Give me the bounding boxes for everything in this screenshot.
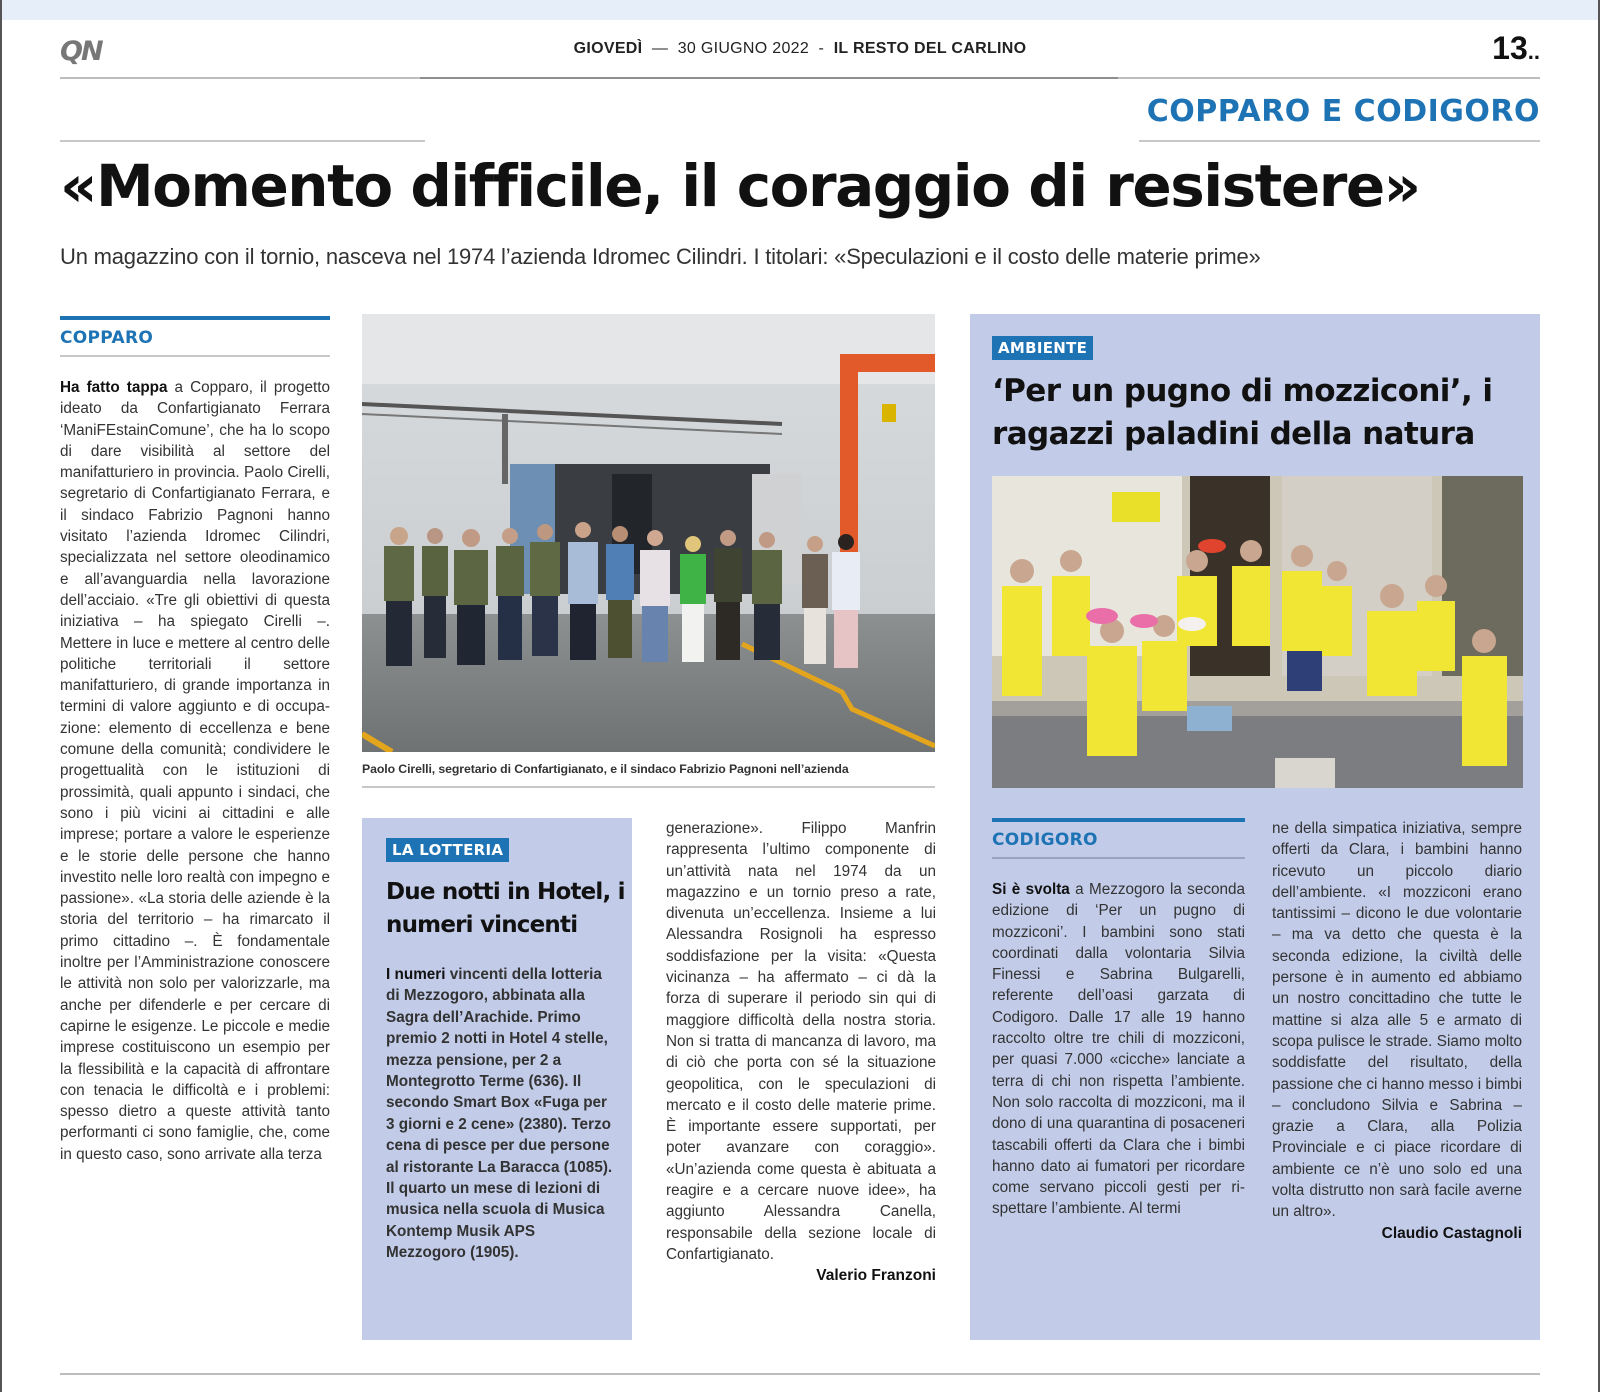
page-number-dots: .. bbox=[1527, 39, 1540, 64]
ambiente-text-1: a Mezzogoro la seconda edizione di ‘Per un pugno di mozziconi’. I bambini sono stati coordinati dalla volontaria Silvia Finessi e Sabrina Bulgarelli, referente dell’oasi garzata di Codigoro. Dalle 17 alle 19 hanno raccolto oltre tre chili di mozziconi, per quasi 7.000 «cicche» lanciate a terra di chi non rispetta l’ambiente. Non solo raccolta di mozziconi, ma il dono di una quarantina di posaceneri tascabili offerti da Clara che i bimbi hanno dato ai fumatori per ricordare come servano piccoli gesti per rispettare l’ambiente. Al termi bbox=[992, 881, 1246, 1218]
article-column-1 bbox=[60, 316, 330, 1165]
lottery-body: vincenti della lotteria di Mezzogoro, abbinata alla Sagra dell’Arachide. Primo premio 2 notti in Hotel 4 stelle, mezza pensione, per 2 a Montegrotto Terme (636). Il secondo Smart Box «Fuga per 3 giorni e 2 cene» (2380). Terzo cena di pesce per due persone al ristorante La Baracca (1085). Il quarto un mese di lezioni di musica nella scuola di Musica Kontemp Musik APS Mezzogoro (1905). bbox=[386, 966, 613, 1262]
factory-photo-illustration bbox=[362, 314, 935, 752]
left-border bbox=[0, 0, 2, 1392]
ambiente-box bbox=[970, 314, 1540, 1340]
article-body-part2: generazione». Filippo Manfrin rappresenta l’ultimo componente di un’attività nata nel 1974 da un magazzino e un tornio preso a rate, divenuta un’eccellenza. Insieme a lui Alessandra Rosignoli ha espresso soddisfazione per la visita: «Questa vicinanza – ha affermato – ci dà la forza di superare il periodo sin qui di maggiore difficoltà della nostra storia. Non si tratta di mancanza di lavoro, ma di ciò che porta con sé la situazione geopolitica, con le speculazioni di mercato e il costo delle materie prime. È importante essere supportati, per poter avanzare con coraggio». «Un’azienda come questa è abituata a reagire e a cercare nuove idee», ha aggiunto Alessandra Canella, responsabile della sezione locale di Confartigianato. bbox=[666, 820, 936, 1263]
factory-group-photo bbox=[362, 314, 935, 752]
dateline-sep: — bbox=[647, 40, 673, 57]
article-body-part1 bbox=[60, 377, 330, 1165]
lottery-tag: LA LOTTERIA bbox=[386, 838, 509, 862]
footer-rule bbox=[60, 1373, 1540, 1375]
qn-logo: QN bbox=[60, 36, 102, 67]
dateline-day: GIOVEDÌ bbox=[573, 40, 643, 57]
kicker-rule-codigoro bbox=[992, 857, 1245, 859]
caption-rule bbox=[362, 786, 935, 788]
ambiente-title: ‘Per un pugno di mozziconi’, i ragazzi paladini della natura bbox=[992, 373, 1493, 452]
divider-left bbox=[60, 140, 425, 142]
byline-main: Valerio Franzoni bbox=[816, 1267, 936, 1285]
ambiente-lead: Si è svolta bbox=[992, 881, 1070, 898]
lottery-box bbox=[362, 818, 632, 1340]
dateline-date: 30 GIUGNO 2022 bbox=[677, 40, 810, 57]
ambiente-body-part2: ne della simpatica iniziativa, sempre offerti da Clara, i bambini hanno ricevuto un piccolo diario dell’ambiente. «I mozziconi erano tantissimi – dicono le due volontarie – ma va detto che questa è la seconda edizione, la civiltà delle persone è in aumento ed abbiamo un nostro concittadino che tutte le mattine si alza alle 5 e armato di scopa pulisce le strade. Siamo molto soddisfatte del risultato, della passione che ci hanno messo i bimbi – concludono Silvia e Sabrina – grazie a Clara, alla Polizia Provinciale e ci piace ricordare di ambiente ce n’è uno solo ed una volta distrutto non sarà facile averne un altro». bbox=[1272, 820, 1522, 1221]
article-column-3 bbox=[666, 818, 936, 1285]
section-title: COPPARO E CODIGORO bbox=[1146, 94, 1540, 129]
top-bar bbox=[0, 0, 1600, 20]
byline-ambiente: Claudio Castagnoli bbox=[1381, 1224, 1522, 1242]
lottery-title: Due notti in Hotel, i numeri vincenti bbox=[386, 879, 625, 938]
ambiente-body-part1 bbox=[992, 879, 1245, 1220]
page-number bbox=[1492, 30, 1540, 67]
dateline-newspaper: IL RESTO DEL CARLINO bbox=[833, 40, 1027, 57]
page-number-value: 13 bbox=[1492, 30, 1528, 66]
main-headline: «Momento difficile, il coraggio di resistere» bbox=[60, 152, 1420, 220]
article-text-1: a Copparo, il progetto ideato da Confartigianato Ferrara ‘ManiFEstainComune’, che ha lo scopo di dare visibilità al settore del manifatturiero in provincia. Paolo Cirelli, segretario di Confartigianato Ferrara, e il sindaco Fabrizio Pagnoni hanno visitato l’azienda Idromec Cilindri, specializzata nel settore oleodinamico e all’avanguardia nella lavorazione dell’acciaio. «Tre gli obiettivi di questa iniziativa – ha spiegato Cirelli –. Mettere in luce e mettere al centro delle politiche territoriali il settore manifatturiero, di grande importanza in termini di valore aggiunto e di occupazione: elemento di eccellenza e bene comune della comunità; condividere le progettualità con le istituzioni di prossimità, quali appunto i sindaci, che sono i più vicini ai cittadini e alle imprese; portare a valore le esperienze e le storie delle persone che hanno investito nelle loro realtà con impegno e passione». «La storia delle aziende è la storia del territorio – ha rimarcato il primo cittadino –. È fondamentale inoltre per l’Amministrazione conoscere le attività non solo per valorizzarle, ma anche per difenderle e per cercare di capirne le esigenze. Le piccole e medie imprese costituiscono un esempio per la flessibilità e la capacità di affrontare con tenacia le difficoltà e i problemi: spesso dietro a queste attività tanto performanti ci sono famiglie, che, come in questo caso, sono arrivate alla terza bbox=[60, 379, 330, 1163]
header-rule bbox=[60, 77, 1540, 79]
kicker-copparo: COPPARO bbox=[60, 328, 154, 348]
ambiente-column-1 bbox=[992, 818, 1245, 1220]
kicker-codigoro: CODIGORO bbox=[992, 830, 1098, 850]
ambiente-column-2 bbox=[1272, 818, 1522, 1243]
article-lead: Ha fatto tappa bbox=[60, 379, 168, 396]
lottery-text bbox=[386, 964, 616, 1264]
children-photo-illustration bbox=[992, 476, 1523, 788]
divider-right bbox=[1139, 140, 1540, 142]
dateline-sep2: - bbox=[813, 40, 829, 57]
photo-caption: Paolo Cirelli, segretario di Confartigianato, e il sindaco Fabrizio Pagnoni nell’azienda bbox=[362, 762, 849, 776]
kicker-rule bbox=[60, 355, 330, 357]
lottery-lead: I numeri bbox=[386, 966, 446, 983]
children-group-photo bbox=[992, 476, 1523, 788]
dateline bbox=[0, 40, 1600, 58]
main-subhead: Un magazzino con il tornio, nasceva nel 1974 l’azienda Idromec Cilindri. I titolari: «Speculazioni e il costo delle materie prime» bbox=[60, 244, 1261, 269]
ambiente-tag: AMBIENTE bbox=[992, 336, 1093, 360]
